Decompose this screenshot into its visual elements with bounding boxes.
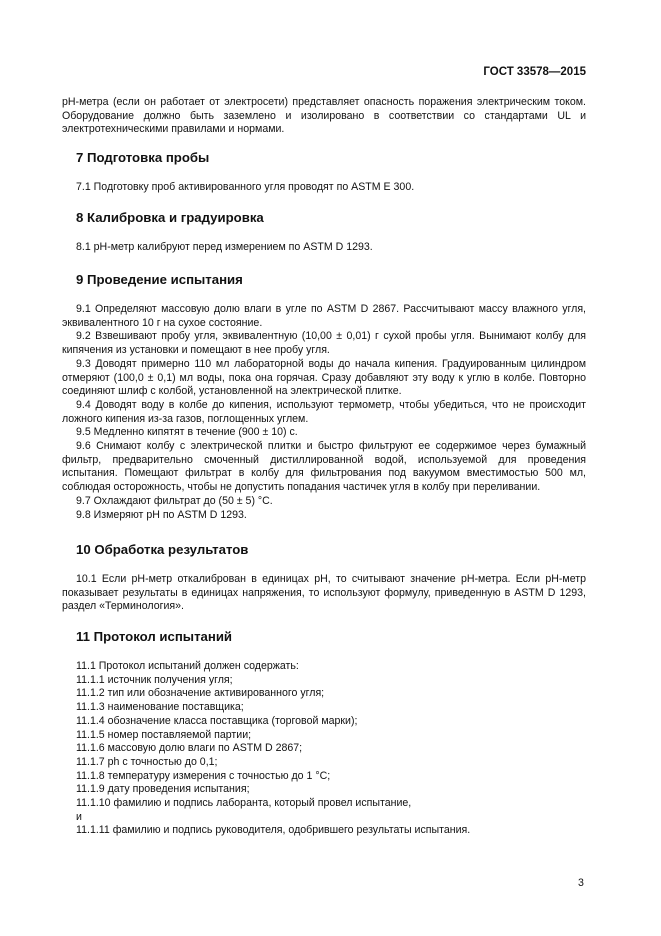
list-item: 11.1.10 фамилию и подпись лаборанта, который провел испытание, — [76, 797, 412, 810]
list-item: и — [76, 810, 82, 823]
list-item: 11.1.3 наименование поставщика; — [76, 701, 244, 714]
section-11-list — [76, 660, 470, 838]
list-item: 11.1 Протокол испытаний должен содержать: — [76, 660, 299, 672]
paragraph-9-1: 9.1 Определяют массовую долю влаги в угле по ASTM D 2867. Рассчитывают массу влажного угля, эквивалентного 10 г на сухое состояние. — [62, 303, 586, 329]
section-11-heading: 11 Протокол испытаний — [76, 629, 233, 644]
intro-paragraph: pH-метра (если он работает от электросети) представляет опасность поражения электрическим током. Оборудование должно быть заземлено и изолировано в соответствии со стандартами UL и электротехническими правилами и нормами. — [62, 96, 586, 136]
paragraph-9-4: 9.4 Доводят воду в колбе до кипения, используют термометр, чтобы убедиться, что не происходит ложного кипения из-за газов, поглощенных углем. — [62, 398, 586, 425]
list-item: 11.1.8 температуру измерения с точностью до 1 °С; — [76, 769, 331, 782]
section-10-body — [62, 573, 586, 614]
section-7-heading: 7 Подготовка пробы — [76, 150, 210, 165]
list-item: 11.1.7 ph с точностью до 0,1; — [76, 755, 218, 768]
list-item: 11.1.2 тип или обозначение активированного угля; — [76, 687, 325, 700]
list-item: 11.1.6 массовую долю влаги по ASTM D 2867; — [76, 742, 303, 755]
section-9-body — [62, 303, 586, 522]
paragraph-7-1: 7.1 Подготовку проб активированного угля проводят по ASTM E 300. — [76, 181, 415, 193]
list-item: 11.1.11 фамилию и подпись руководителя, одобрившего результаты испытания. — [76, 824, 471, 837]
paragraph-9-8: 9.8 Измеряют pH по ASTM D 1293. — [76, 508, 247, 521]
section-10-heading: 10 Обработка результатов — [76, 542, 249, 557]
section-8-body — [62, 241, 586, 255]
list-item: 11.1.9 дату проведения испытания; — [76, 783, 250, 796]
section-9-heading: 9 Проведение испытания — [76, 272, 243, 287]
intro-paragraph-block — [62, 96, 586, 137]
paragraph-9-5: 9.5 Медленно кипятят в течение (900 ± 10) с. — [76, 426, 298, 439]
section-8-heading: 8 Калибровка и градуировка — [76, 210, 264, 225]
list-item: 11.1.4 обозначение класса поставщика (торговой марки); — [76, 714, 358, 727]
list-item: 11.1.5 номер поставляемой партии; — [76, 728, 252, 741]
page-number: 3 — [578, 877, 584, 889]
list-item: 11.1.1 источник получения угля; — [76, 673, 233, 686]
section-7-body — [62, 181, 586, 195]
paragraph-9-6: 9.6 Снимают колбу с электрической плитки и быстро фильтруют ее содержимое через бумажный фильтр, предварительно смоченный дистиллированной водой, используемой для проведения испытания. Помещают фильтрат в колбу для фильтрования под вакуумом вместимостью 500 мл, соблюдая осторожность, чтобы не допустить попадания частичек угля в колбу при переливании. — [62, 440, 586, 494]
paragraph-9-2: 9.2 Взвешивают пробу угля, эквивалентную (10,00 ± 0,01) г сухой пробы угля. Вынимают колбу для кипячения из установки и помещают в нее пробу угля. — [62, 330, 586, 357]
document-number-header: ГОСТ 33578—2015 — [483, 66, 586, 78]
paragraph-9-3: 9.3 Доводят примерно 110 мл лабораторной воды до начала кипения. Градуированным цилиндром отмеряют (100,0 ± 0,1) мл воды, пока она горячая. Сразу добавляют эту воду к углю в колбе. Повторно соединяют шлиф с колбой, установленной на электрической плитке. — [62, 357, 586, 398]
paragraph-10-1: 10.1 Если pH-метр откалиброван в единицах pH, то считывают значение pH-метра. Если pH-метр показывает результаты в единицах напряжения, то используют формулу, приведенную в ASTM D 1293, раздел «Терминология». — [62, 573, 586, 613]
paragraph-8-1: 8.1 pH-метр калибруют перед измерением по ASTM D 1293. — [76, 241, 373, 253]
paragraph-9-7: 9.7 Охлаждают фильтрат до (50 ± 5) °С. — [76, 494, 273, 507]
